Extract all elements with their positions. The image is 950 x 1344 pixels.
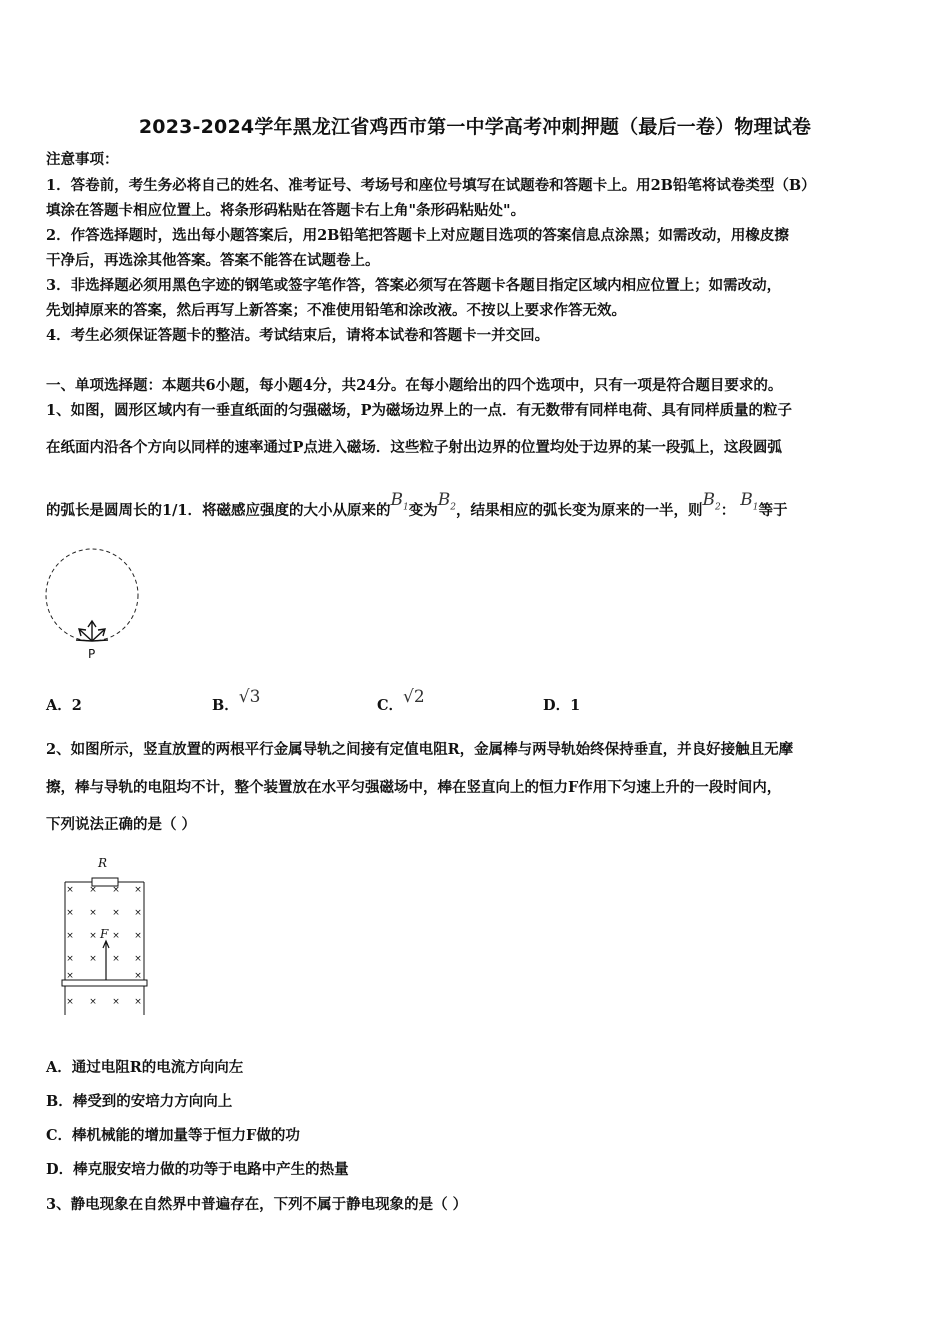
svg-text:×: × (89, 997, 97, 1007)
q2-option-a: A．通过电阻R的电流方向向左 (46, 1059, 244, 1076)
q1-line-3-part-b: 变为 (408, 502, 438, 519)
svg-text:×: × (112, 908, 120, 918)
force-label: F (100, 927, 109, 941)
q2-rail-figure (58, 852, 158, 1020)
symbol-b1: $B_1$ (390, 490, 409, 513)
svg-text:×: × (134, 885, 142, 895)
svg-text:×: × (89, 954, 97, 964)
velocity-arrows-icon (76, 621, 108, 641)
notice-line-6: 先划掉原来的答案，然后再写上新答案；不准使用铅笔和涂改液。不按以上要求作答无效。 (46, 302, 626, 319)
notice-heading: 注意事项： (46, 151, 119, 168)
notice-line-7: 4．考生必须保证答题卡的整洁。考试结束后，请将本试卷和答题卡一并交回。 (46, 327, 550, 344)
svg-text:×: × (66, 931, 74, 941)
q1-option-c: C．√2 (377, 687, 425, 714)
q1-line-3 (46, 490, 908, 527)
svg-text:×: × (134, 971, 142, 981)
q3-line-1: 3、静电现象在自然界中普遍存在，下列不属于静电现象的是（ ） (46, 1196, 468, 1213)
notice-line-3: 2．作答选择题时，选出每小题答案后，用2B铅笔把答题卡上对应题目选项的答案信息点涂黑；如需改动，用橡皮擦 (46, 227, 789, 244)
q1-line-3-part-e: 等于 (758, 502, 788, 519)
q2-line-3: 下列说法正确的是（ ） (46, 816, 197, 833)
svg-text:×: × (89, 931, 97, 941)
q2-line-2: 擦，棒与导轨的电阻均不计，整个装置放在水平匀强磁场中，棒在竖直向上的恒力F作用下匀速上升的一段时间内， (46, 779, 782, 796)
svg-text:×: × (134, 908, 142, 918)
svg-text:×: × (112, 885, 120, 895)
point-p-label: P (88, 647, 96, 661)
q1-option-d: D．1 (543, 697, 581, 714)
svg-text:×: × (134, 931, 142, 941)
svg-text:×: × (134, 954, 142, 964)
q1-line-3-part-d: ： (720, 502, 736, 519)
svg-text:×: × (134, 997, 142, 1007)
q1-option-b: B．√3 (212, 687, 261, 714)
svg-text:×: × (66, 997, 74, 1007)
notice-line-4: 干净后，再选涂其他答案。答案不能答在试题卷上。 (46, 252, 380, 269)
notice-line-5: 3．非选择题必须用黑色字迹的钢笔或签字笔作答，答案必须写在答题卡各题目指定区域内相应位置上；如需改动， (46, 277, 782, 294)
q1-line-3-part-c: ，结果相应的弧长变为原来的一半，则 (455, 502, 703, 519)
svg-text:×: × (66, 971, 74, 981)
q1-option-a: A．2 (46, 697, 82, 714)
symbol-b2: $B_2$ (437, 490, 456, 513)
svg-text:×: × (66, 954, 74, 964)
q2-option-d: D．棒克服安培力做的功等于电路中产生的热量 (46, 1161, 349, 1178)
symbol-b1-ratio: $B_1$ (740, 490, 759, 513)
page-title: 2023-2024学年黑龙江省鸡西市第一中学高考冲刺押题（最后一卷）物理试卷 (138, 116, 812, 138)
notice-line-1: 1．答卷前，考生务必将自己的姓名、准考证号、考场号和座位号填写在试题卷和答题卡上。用2B铅笔将试卷类型（B） (46, 177, 816, 194)
q1-line-3-part-a: 的弧长是圆周长的1/1．将磁感应强度的大小从原来的 (46, 502, 391, 519)
force-arrow-icon (103, 941, 109, 980)
q1-circle-figure (40, 540, 150, 665)
symbol-b2-ratio: $B_2$ (702, 490, 721, 513)
q2-line-1: 2、如图所示，竖直放置的两根平行金属导轨之间接有定值电阻R，金属棒与两导轨始终保持垂直，并良好接触且无摩 (46, 741, 794, 758)
notice-line-2: 填涂在答题卡相应位置上。将条形码粘贴在答题卡右上角"条形码粘贴处"。 (46, 202, 526, 219)
resistor-label: R (98, 856, 108, 870)
svg-text:×: × (66, 908, 74, 918)
q1-line-1: 1、如图，圆形区域内有一垂直纸面的匀强磁场，P为磁场边界上的一点．有无数带有同样电荷、具有同样质量的粒子 (46, 402, 792, 419)
q1-line-2: 在纸面内沿各个方向以同样的速率通过P点进入磁场．这些粒子射出边界的位置均处于边界的某一段弧上，这段圆弧 (46, 439, 782, 456)
section-1-heading: 一、单项选择题：本题共6小题，每小题4分，共24分。在每小题给出的四个选项中，只有一项是符合题目要求的。 (46, 377, 783, 394)
svg-text:×: × (112, 954, 120, 964)
svg-text:×: × (112, 997, 120, 1007)
svg-text:×: × (66, 885, 74, 895)
svg-text:×: × (89, 908, 97, 918)
svg-text:×: × (112, 931, 120, 941)
svg-text:×: × (89, 885, 97, 895)
q2-option-b: B．棒受到的安培力方向向上 (46, 1093, 233, 1110)
q2-option-c: C．棒机械能的增加量等于恒力F做的功 (46, 1127, 300, 1144)
